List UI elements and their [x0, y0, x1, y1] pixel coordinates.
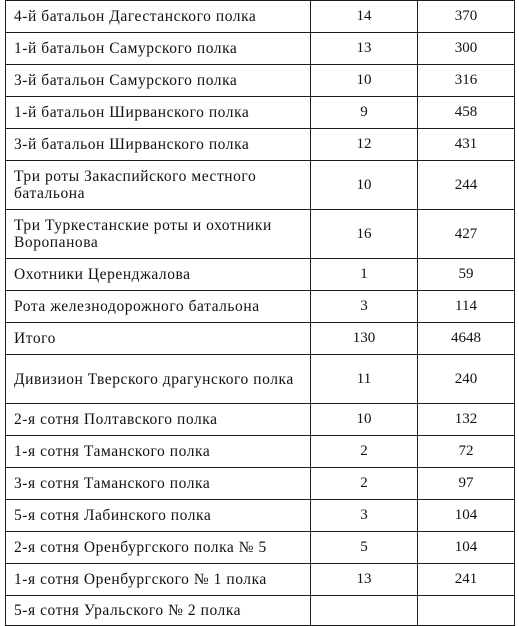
table-row — [6, 210, 515, 259]
table-row — [6, 97, 515, 129]
unit-name-cell: Дивизион Тверского драгунского полка — [6, 355, 311, 404]
count-cell: 3 — [311, 291, 418, 323]
count-cell: 10 — [311, 65, 418, 97]
count-cell: 2 — [311, 436, 418, 468]
table-row — [6, 355, 515, 404]
table-row — [6, 1, 515, 33]
count-cell: 16 — [311, 210, 418, 259]
table-row — [6, 323, 515, 355]
strength-cell: 458 — [418, 97, 515, 129]
units-table — [5, 0, 515, 626]
strength-cell: 316 — [418, 65, 515, 97]
table-row — [6, 161, 515, 210]
strength-cell — [418, 596, 515, 626]
strength-cell: 72 — [418, 436, 515, 468]
table-row — [6, 129, 515, 161]
strength-cell: 97 — [418, 468, 515, 500]
count-cell: 5 — [311, 532, 418, 564]
unit-name-cell: Рота железнодорожного батальона — [6, 291, 311, 323]
unit-name-cell: 5-я сотня Лабинского полка — [6, 500, 311, 532]
count-cell: 10 — [311, 404, 418, 436]
count-cell: 10 — [311, 161, 418, 210]
strength-cell: 59 — [418, 259, 515, 291]
strength-cell: 240 — [418, 355, 515, 404]
table-row — [6, 596, 515, 626]
unit-name-cell: Итого — [6, 323, 311, 355]
unit-name-cell: 2-я сотня Полтавского полка — [6, 404, 311, 436]
unit-name-cell: 2-я сотня Оренбургского полка № 5 — [6, 532, 311, 564]
unit-name-cell: 1-й батальон Самурского полка — [6, 33, 311, 65]
count-cell: 9 — [311, 97, 418, 129]
count-cell: 13 — [311, 33, 418, 65]
unit-name-cell: 3-я сотня Таманского полка — [6, 468, 311, 500]
unit-name-cell: 1-я сотня Таманского полка — [6, 436, 311, 468]
unit-name-cell: Три Туркестанские роты и охотники Воропанова — [6, 210, 311, 259]
strength-cell: 114 — [418, 291, 515, 323]
table-row — [6, 436, 515, 468]
unit-name-cell: 5-я сотня Уральского № 2 полка — [6, 596, 311, 626]
count-cell — [311, 596, 418, 626]
count-cell: 12 — [311, 129, 418, 161]
unit-name-cell: 3-й батальон Самурского полка — [6, 65, 311, 97]
strength-cell: 300 — [418, 33, 515, 65]
units-table-body — [6, 1, 515, 626]
strength-cell: 427 — [418, 210, 515, 259]
count-cell: 130 — [311, 323, 418, 355]
strength-cell: 370 — [418, 1, 515, 33]
table-row — [6, 468, 515, 500]
strength-cell: 244 — [418, 161, 515, 210]
strength-cell: 431 — [418, 129, 515, 161]
table-row — [6, 65, 515, 97]
table-row — [6, 404, 515, 436]
strength-cell: 132 — [418, 404, 515, 436]
count-cell: 1 — [311, 259, 418, 291]
table-row — [6, 564, 515, 596]
count-cell: 13 — [311, 564, 418, 596]
count-cell: 2 — [311, 468, 418, 500]
table-row — [6, 500, 515, 532]
unit-name-cell: Три роты Закаспийского местного батальона — [6, 161, 311, 210]
table-row — [6, 259, 515, 291]
unit-name-cell: 3-й батальон Ширванского полка — [6, 129, 311, 161]
strength-cell: 104 — [418, 532, 515, 564]
unit-name-cell: 1-й батальон Ширванского полка — [6, 97, 311, 129]
strength-cell: 241 — [418, 564, 515, 596]
unit-name-cell: 1-я сотня Оренбургского № 1 полка — [6, 564, 311, 596]
unit-name-cell: Охотники Церенджалова — [6, 259, 311, 291]
count-cell: 3 — [311, 500, 418, 532]
table-row — [6, 33, 515, 65]
count-cell: 14 — [311, 1, 418, 33]
count-cell: 11 — [311, 355, 418, 404]
strength-cell: 4648 — [418, 323, 515, 355]
strength-cell: 104 — [418, 500, 515, 532]
unit-name-cell: 4-й батальон Дагестанского полка — [6, 1, 311, 33]
table-row — [6, 291, 515, 323]
table-row — [6, 532, 515, 564]
